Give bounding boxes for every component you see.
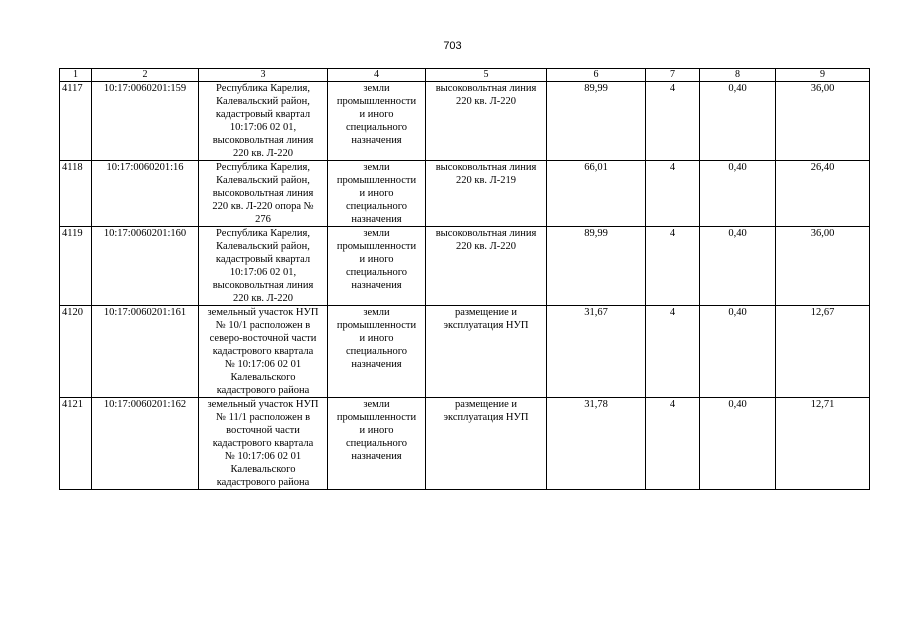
column-9-cell: 36,00 — [776, 82, 870, 161]
permitted-use-cell-line: 220 кв. Л-220 — [455, 96, 517, 107]
permitted-use-cell-line: 220 кв. Л-220 — [455, 241, 517, 252]
land-category-cell — [328, 82, 426, 161]
permitted-use-cell-line: эксплуатация НУП — [443, 320, 529, 331]
land-category-cell-line: земли — [363, 228, 390, 239]
land-category-cell-line: земли — [363, 307, 390, 318]
permitted-use-cell-line: размещение и — [454, 307, 518, 318]
column-header: 8 — [700, 69, 776, 82]
table-row — [60, 161, 870, 227]
location-cell-line: Калевальский район, — [216, 241, 310, 252]
table-body — [60, 82, 870, 490]
location-cell — [199, 306, 328, 398]
location-cell-line: кадастрового района — [216, 477, 310, 488]
column-8-cell: 0,40 — [700, 161, 776, 227]
table-row — [60, 227, 870, 306]
cadastral-number-cell: 10:17:0060201:161 — [92, 306, 199, 398]
land-category-cell — [328, 306, 426, 398]
location-cell-line: Калевальский район, — [216, 96, 310, 107]
land-category-cell — [328, 161, 426, 227]
location-cell-line: высоковольтная линия — [212, 280, 314, 291]
area-cell: 31,78 — [547, 398, 646, 490]
land-category-cell-line: промышленности — [336, 96, 417, 107]
land-category-cell-line: и иного — [359, 109, 394, 120]
location-cell-line: № 10:17:06 02 01 — [224, 359, 302, 370]
row-number-cell: 4118 — [60, 161, 92, 227]
table-row — [60, 82, 870, 161]
location-cell-line: высоковольтная линия — [212, 135, 314, 146]
land-category-cell-line: земли — [363, 399, 390, 410]
column-8-cell: 0,40 — [700, 227, 776, 306]
location-cell — [199, 161, 328, 227]
land-category-cell-line: земли — [363, 162, 390, 173]
permitted-use-cell — [426, 306, 547, 398]
column-9-cell: 36,00 — [776, 227, 870, 306]
table-row — [60, 398, 870, 490]
land-category-cell-line: и иного — [359, 425, 394, 436]
location-cell-line: северо-восточной части — [209, 333, 317, 344]
land-category-cell — [328, 398, 426, 490]
location-cell-line: кадастровый квартал — [215, 254, 311, 265]
location-cell-line: восточной части — [226, 425, 300, 436]
location-cell-line: Республика Карелия, — [216, 162, 310, 173]
row-number-cell: 4119 — [60, 227, 92, 306]
land-category-cell-line: специального — [345, 346, 408, 357]
column-8-cell: 0,40 — [700, 306, 776, 398]
land-category-cell-line: и иного — [359, 188, 394, 199]
location-cell-line: Калевальского — [230, 372, 296, 383]
location-cell-line: кадастрового района — [216, 385, 310, 396]
location-cell-line: Республика Карелия, — [216, 228, 310, 239]
column-header: 1 — [60, 69, 92, 82]
land-category-cell-line: земли — [363, 83, 390, 94]
permitted-use-cell-line: высоковольтная линия — [435, 228, 537, 239]
page-number: 703 — [443, 40, 462, 52]
location-cell-line: кадастрового квартала — [212, 346, 314, 357]
cadastral-number-cell: 10:17:0060201:160 — [92, 227, 199, 306]
column-7-cell: 4 — [646, 398, 700, 490]
column-8-cell: 0,40 — [700, 82, 776, 161]
column-7-cell: 4 — [646, 82, 700, 161]
location-cell-line: кадастрового квартала — [212, 438, 314, 449]
land-category-cell — [328, 227, 426, 306]
column-9-cell: 12,71 — [776, 398, 870, 490]
column-header: 4 — [328, 69, 426, 82]
permitted-use-cell — [426, 227, 547, 306]
location-cell-line: № 10/1 расположен в — [215, 320, 311, 331]
column-header: 3 — [199, 69, 328, 82]
land-category-cell-line: и иного — [359, 254, 394, 265]
location-cell-line: Калевальского — [230, 464, 296, 475]
row-number-cell: 4120 — [60, 306, 92, 398]
location-cell — [199, 398, 328, 490]
land-registry-table — [59, 68, 870, 490]
land-category-cell-line: специального — [345, 201, 408, 212]
location-cell-line: 10:17:06 02 01, — [229, 267, 297, 278]
column-7-cell: 4 — [646, 161, 700, 227]
location-cell-line: земельный участок НУП — [207, 307, 319, 318]
land-category-cell-line: промышленности — [336, 320, 417, 331]
cadastral-number-cell: 10:17:0060201:162 — [92, 398, 199, 490]
location-cell-line: кадастровый квартал — [215, 109, 311, 120]
location-cell-line: Республика Карелия, — [216, 83, 310, 94]
location-cell-line: 220 кв. Л-220 — [232, 148, 294, 159]
area-cell: 66,01 — [547, 161, 646, 227]
land-category-cell-line: специального — [345, 438, 408, 449]
permitted-use-cell-line: 220 кв. Л-219 — [455, 175, 517, 186]
location-cell-line: № 11/1 расположен в — [215, 412, 311, 423]
location-cell-line: 220 кв. Л-220 опора № — [212, 201, 314, 212]
permitted-use-cell — [426, 161, 547, 227]
column-9-cell: 12,67 — [776, 306, 870, 398]
land-category-cell-line: назначения — [351, 214, 402, 225]
land-category-cell-line: и иного — [359, 333, 394, 344]
land-category-cell-line: специального — [345, 122, 408, 133]
cadastral-number-cell: 10:17:0060201:16 — [92, 161, 199, 227]
permitted-use-cell — [426, 398, 547, 490]
area-cell: 89,99 — [547, 227, 646, 306]
column-8-cell: 0,40 — [700, 398, 776, 490]
location-cell-line: 10:17:06 02 01, — [229, 122, 297, 133]
row-number-cell: 4117 — [60, 82, 92, 161]
location-cell-line: Калевальский район, — [216, 175, 310, 186]
land-category-cell-line: назначения — [351, 451, 402, 462]
location-cell-line: высоковольтная линия — [212, 188, 314, 199]
location-cell — [199, 82, 328, 161]
land-category-cell-line: промышленности — [336, 412, 417, 423]
column-header: 7 — [646, 69, 700, 82]
column-header: 9 — [776, 69, 870, 82]
permitted-use-cell — [426, 82, 547, 161]
column-header: 2 — [92, 69, 199, 82]
land-category-cell-line: специального — [345, 267, 408, 278]
permitted-use-cell-line: высоковольтная линия — [435, 83, 537, 94]
cadastral-number-cell: 10:17:0060201:159 — [92, 82, 199, 161]
row-number-cell: 4121 — [60, 398, 92, 490]
column-7-cell: 4 — [646, 227, 700, 306]
location-cell-line: 276 — [255, 214, 271, 225]
land-category-cell-line: промышленности — [336, 175, 417, 186]
column-9-cell: 26,40 — [776, 161, 870, 227]
area-cell: 89,99 — [547, 82, 646, 161]
land-category-cell-line: назначения — [351, 359, 402, 370]
header-row — [60, 69, 870, 82]
column-header: 6 — [547, 69, 646, 82]
permitted-use-cell-line: высоковольтная линия — [435, 162, 537, 173]
permitted-use-cell-line: эксплуатация НУП — [443, 412, 529, 423]
location-cell-line: земельный участок НУП — [207, 399, 319, 410]
table-row — [60, 306, 870, 398]
land-category-cell-line: промышленности — [336, 241, 417, 252]
location-cell — [199, 227, 328, 306]
column-7-cell: 4 — [646, 306, 700, 398]
location-cell-line: № 10:17:06 02 01 — [224, 451, 302, 462]
land-category-cell-line: назначения — [351, 135, 402, 146]
permitted-use-cell-line: размещение и — [454, 399, 518, 410]
column-header: 5 — [426, 69, 547, 82]
area-cell: 31,67 — [547, 306, 646, 398]
land-category-cell-line: назначения — [351, 280, 402, 291]
location-cell-line: 220 кв. Л-220 — [232, 293, 294, 304]
